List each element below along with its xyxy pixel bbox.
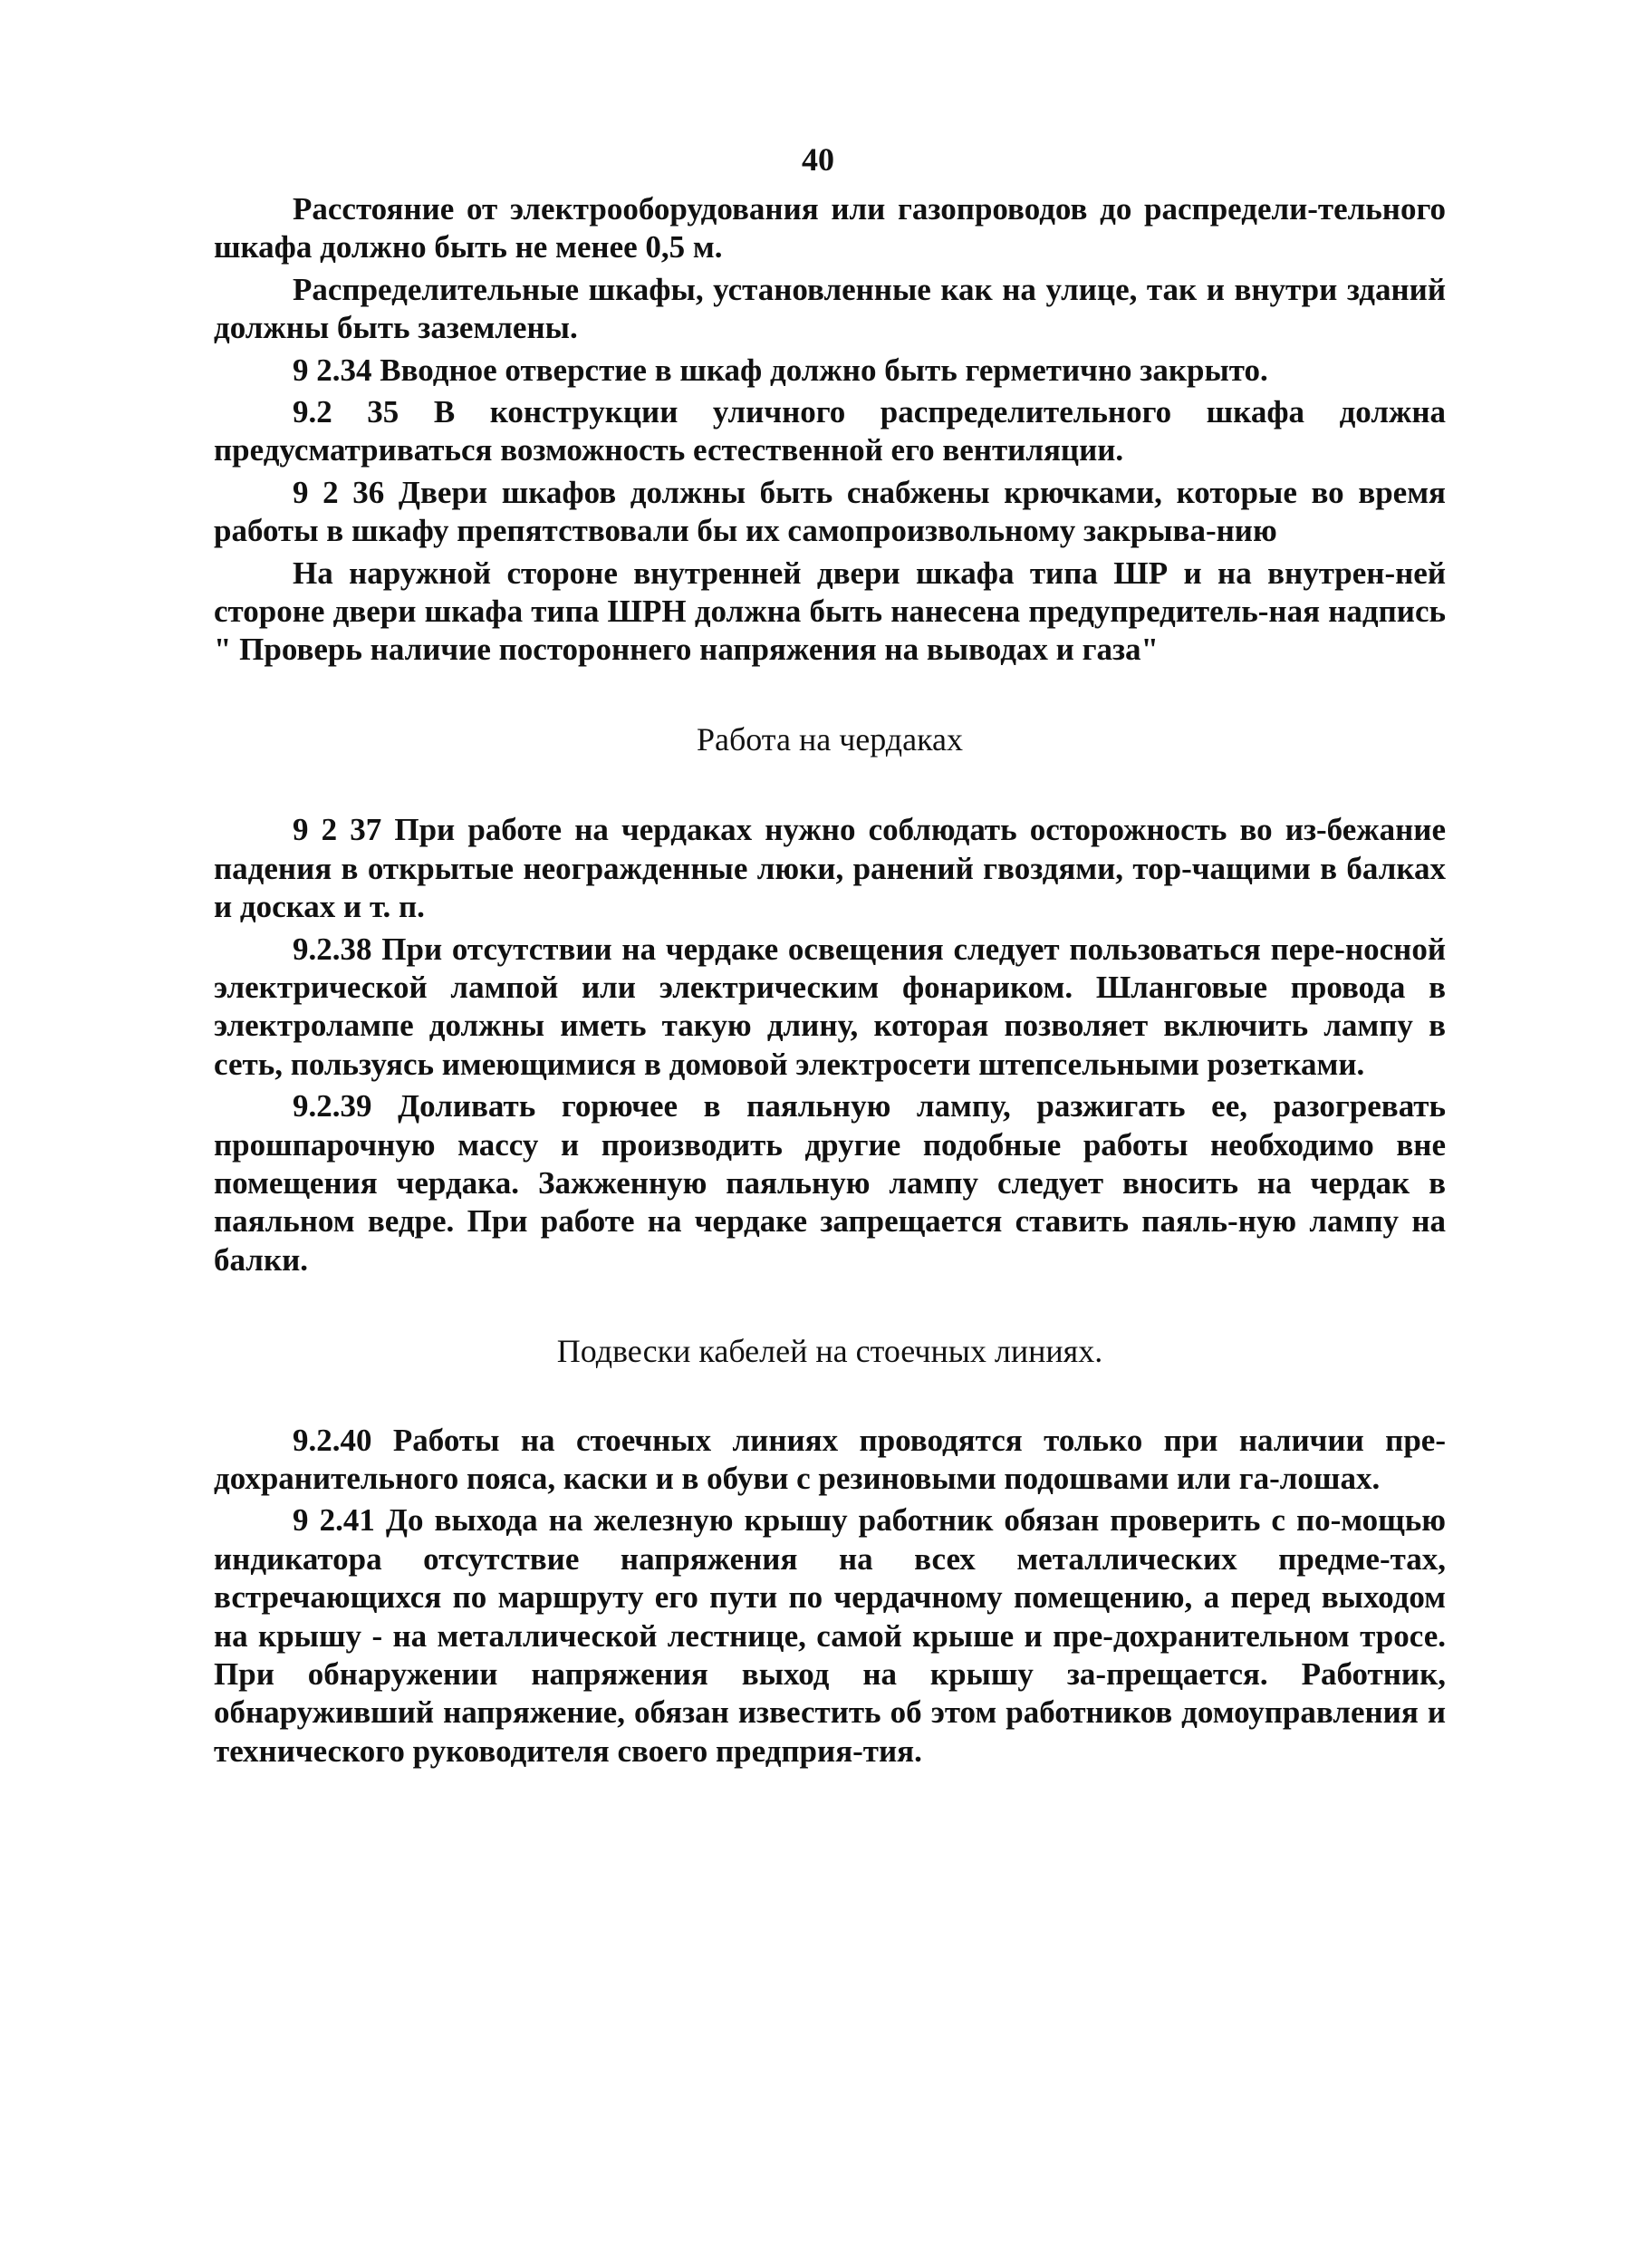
paragraph-9-2-38: 9.2.38 При отсутствии на чердаке освещения следует пользоваться пере-носной электрической лампой или электрическим фонариком. Шланговые провода в электролампе должны иметь такую длину, которая позволяет включить лампу в сеть, пользуясь имеющимися в домовой электросети штепсельными розетками. [214,931,1446,1082]
paragraph-9-2-37: 9 2 37 При работе на чердаках нужно соблюдать осторожность во из-бежание падения в открытые неогражденные люки, ранений гвоздями, тор-чащими в балках и досках и т. п. [214,812,1446,925]
paragraph-9-2-34: 9 2.34 Вводное отверстие в шкаф должно быть герметично закрыто. [293,352,1268,388]
page-body [214,190,1446,1771]
paragraph-9-2-35: 9.2 35 В конструкции уличного распределительного шкафа должна предусматриваться возможность естественной его вентиляции. [214,394,1446,468]
paragraph-grounding: Распределительные шкафы, установленные как на улице, так и внутри зданий должны быть заземлены. [214,271,1446,346]
paragraph-9-2-41: 9 2.41 До выхода на железную крышу работник обязан проверить с по-мощью индикатора отсутствие напряжения на всех металлических предме-тах, встречающихся по маршруту его пути по чердачному помещению, а перед выходом на крышу - на металлической лестнице, самой крыше и пре-дохранительном тросе. При обнаружении напряжения выход на крышу за-прещается. Работник, обнаруживший напряжение, обязан известить об этом работников домоуправления и технического руководителя своего предприя-тия. [214,1502,1446,1769]
page-number: 40 [802,141,834,178]
paragraph-9-2-36: 9 2 36 Двери шкафов должны быть снабжены крючками, которые во время работы в шкафу препятствовали бы их самопроизвольному закрыва-нию [214,474,1446,549]
section-heading-attic: Работа на чердаках [696,720,964,758]
section-heading-cables: Подвески кабелей на стоечных линиях. [556,1333,1103,1370]
paragraph-9-2-40: 9.2.40 Работы на стоечных линиях проводятся только при наличии пре-дохранительного пояса, каски и в обуви с резиновыми подошвами или га-лошах. [214,1422,1446,1496]
paragraph-warning-sign: На наружной стороне внутренней двери шкафа типа ШР и на внутрен-ней стороне двери шкафа типа ШРН должна быть нанесена предупредитель-ная надпись " Проверь наличие постороннего напряжения на выводах и газа" [214,555,1446,668]
paragraph-distance: Расстояние от электрооборудования или газопроводов до распредели-тельного шкафа должно быть не менее 0,5 м. [214,191,1446,265]
paragraph-9-2-39: 9.2.39 Доливать горючее в паяльную лампу, разжигать ее, разогревать прошпарочную массу и производить другие подобные работы необходимо вне помещения чердака. Зажженную паяльную лампу следует вносить на чердак в паяльном ведре. При работе на чердаке запрещается ставить паяль-ную лампу на балки. [214,1088,1446,1278]
